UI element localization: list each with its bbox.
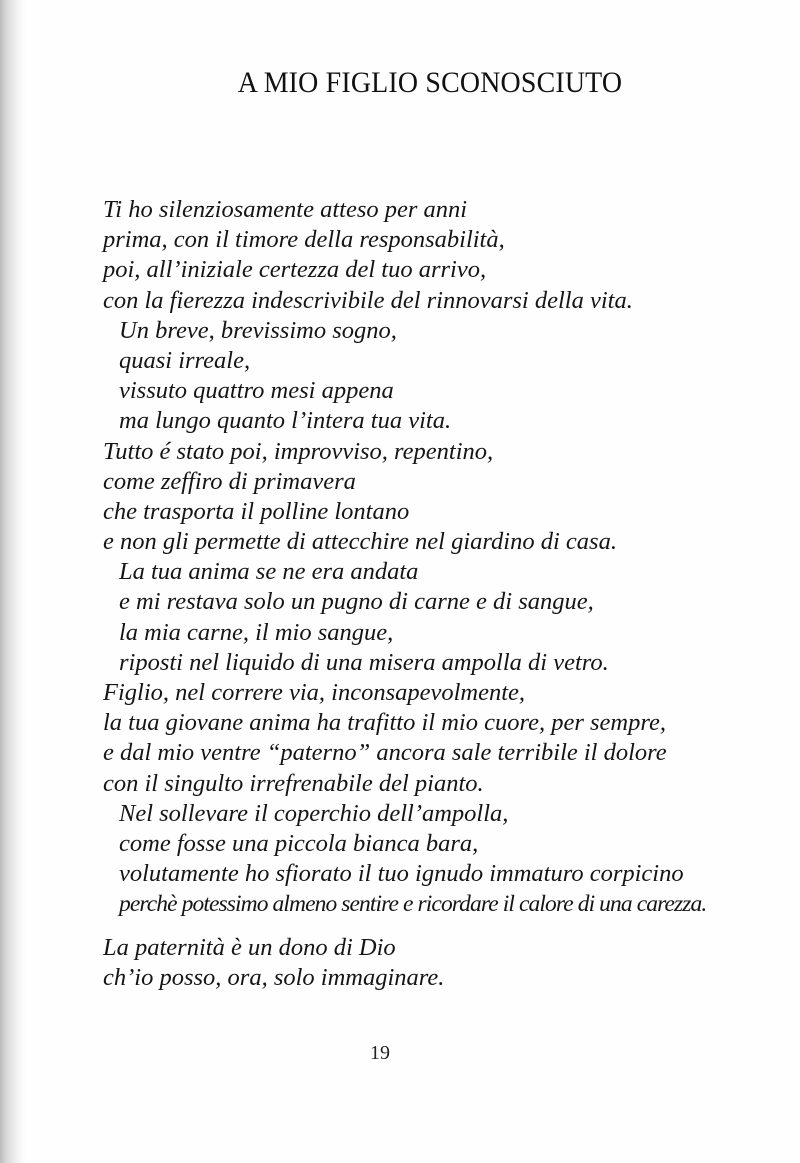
- page-number: 19: [370, 1042, 390, 1064]
- poem-line: riposti nel liquido di una misera ampolla di vetro.: [119, 648, 609, 676]
- poem-line: ch’io posso, ora, solo immaginare.: [103, 963, 445, 991]
- poem-line: La paternità è un dono di Dio: [103, 933, 396, 961]
- poem-line: Ti ho silenziosamente atteso per anni: [103, 196, 468, 223]
- poem-line: e mi restava solo un pugno di carne e di sangue,: [119, 588, 594, 616]
- poem-line: Un breve, brevissimo sogno,: [119, 316, 397, 344]
- poem-line: volutamente ho sfiorato il tuo ignudo immaturo corpicino: [119, 860, 684, 888]
- poem-line: con la fierezza indescrivibile del rinnovarsi della vita.: [103, 286, 633, 314]
- poem-line: Figlio, nel correre via, inconsapevolmente,: [103, 679, 526, 706]
- stanza-break: [103, 920, 763, 933]
- poem-line: poi, all’iniziale certezza del tuo arrivo,: [103, 256, 487, 284]
- poem-line: perchè potessimo almeno sentire e ricordare il calore di una carezza.: [119, 891, 707, 918]
- poem-title: A MIO FIGLIO SCONOSCIUTO: [237, 66, 623, 99]
- poem-line: che trasporta il polline lontano: [103, 497, 410, 525]
- poem-line: la tua giovane anima ha trafitto il mio cuore, per sempre,: [103, 709, 666, 737]
- binding-gutter-shadow: [0, 0, 26, 1163]
- poem-line: come fosse una piccola bianca bara,: [119, 829, 479, 857]
- poem-body: [103, 195, 763, 993]
- poem-line: e dal mio ventre “paterno” ancora sale terribile il dolore: [103, 739, 667, 767]
- stanza-2: [103, 933, 763, 993]
- poem-line: vissuto quattro mesi appena: [119, 377, 394, 405]
- poem-line: prima, con il timore della responsabilità,: [103, 226, 505, 254]
- poem-line: con il singulto irrefrenabile del pianto.: [103, 769, 484, 797]
- poem-line: quasi irreale,: [119, 346, 251, 374]
- poem-line: la mia carne, il mio sangue,: [119, 618, 394, 646]
- poem-line: Tutto é stato poi, improvviso, repentino,: [103, 437, 494, 465]
- poem-line: Nel sollevare il coperchio dell’ampolla,: [119, 799, 509, 827]
- stanza-1: [103, 195, 763, 920]
- poem-line: e non gli permette di attecchire nel giardino di casa.: [103, 528, 617, 556]
- poem-line: ma lungo quanto l’intera tua vita.: [119, 407, 452, 435]
- poem-line: La tua anima se ne era andata: [119, 558, 419, 586]
- poem-line: come zeffiro di primavera: [103, 467, 356, 495]
